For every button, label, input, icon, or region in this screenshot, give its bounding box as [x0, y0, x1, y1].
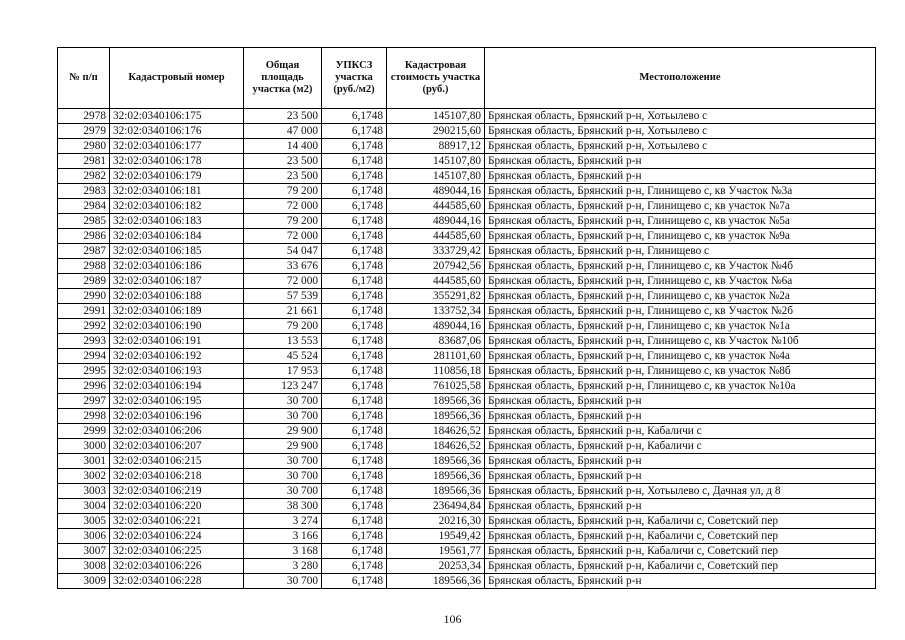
header-num: № п/п: [58, 48, 110, 109]
cell-location: Брянская область, Брянский р-н: [485, 154, 876, 169]
cell-cadastral-cost: 189566,36: [387, 409, 485, 424]
cell-area: 13 553: [244, 334, 322, 349]
cell-upksz: 6,1748: [322, 379, 387, 394]
table-row: [58, 409, 876, 424]
cell-area: 14 400: [244, 139, 322, 154]
table-header-row: [58, 48, 876, 109]
header-cadastral-number: Кадастровый номер: [110, 48, 244, 109]
cell-num: 2985: [58, 214, 110, 229]
cell-location: Брянская область, Брянский р-н: [485, 169, 876, 184]
cell-upksz: 6,1748: [322, 499, 387, 514]
cell-cadastral-cost: 145107,80: [387, 154, 485, 169]
cell-cadastral-cost: 83687,06: [387, 334, 485, 349]
cell-cadastral-cost: 355291,82: [387, 289, 485, 304]
table-row: [58, 154, 876, 169]
cell-cadastral-number: 32:02:0340106:220: [110, 499, 244, 514]
cell-upksz: 6,1748: [322, 424, 387, 439]
cell-area: 23 500: [244, 169, 322, 184]
cell-upksz: 6,1748: [322, 439, 387, 454]
cell-num: 2992: [58, 319, 110, 334]
cell-area: 29 900: [244, 424, 322, 439]
cell-num: 3001: [58, 454, 110, 469]
table-row: [58, 199, 876, 214]
table-row: [58, 349, 876, 364]
cell-cadastral-number: 32:02:0340106:181: [110, 184, 244, 199]
cell-area: 3 168: [244, 544, 322, 559]
cell-upksz: 6,1748: [322, 124, 387, 139]
cell-cadastral-cost: 444585,60: [387, 199, 485, 214]
cell-num: 2980: [58, 139, 110, 154]
cell-area: 79 200: [244, 214, 322, 229]
cell-area: 79 200: [244, 319, 322, 334]
cell-cadastral-cost: 189566,36: [387, 454, 485, 469]
cell-num: 2990: [58, 289, 110, 304]
cell-upksz: 6,1748: [322, 349, 387, 364]
cell-location: Брянская область, Брянский р-н, Глинищево с, кв участок №8б: [485, 364, 876, 379]
cell-upksz: 6,1748: [322, 514, 387, 529]
table-row: [58, 184, 876, 199]
cell-location: Брянская область, Брянский р-н, Хотьылево с: [485, 109, 876, 124]
cell-location: Брянская область, Брянский р-н, Глинищево с, кв Участок №2б: [485, 304, 876, 319]
cell-cadastral-number: 32:02:0340106:184: [110, 229, 244, 244]
table-row: [58, 304, 876, 319]
table-row: [58, 169, 876, 184]
table-row: [58, 544, 876, 559]
cell-num: 3005: [58, 514, 110, 529]
cell-num: 2984: [58, 199, 110, 214]
cell-cadastral-cost: 189566,36: [387, 469, 485, 484]
cell-area: 57 539: [244, 289, 322, 304]
cell-num: 2978: [58, 109, 110, 124]
cell-area: 54 047: [244, 244, 322, 259]
cell-area: 72 000: [244, 199, 322, 214]
cell-cadastral-cost: 489044,16: [387, 214, 485, 229]
table-row: [58, 109, 876, 124]
cell-upksz: 6,1748: [322, 199, 387, 214]
cell-upksz: 6,1748: [322, 169, 387, 184]
cell-cadastral-cost: 20216,30: [387, 514, 485, 529]
cell-num: 3002: [58, 469, 110, 484]
cell-upksz: 6,1748: [322, 334, 387, 349]
cell-area: 3 166: [244, 529, 322, 544]
cell-num: 2994: [58, 349, 110, 364]
cell-upksz: 6,1748: [322, 259, 387, 274]
cell-location: Брянская область, Брянский р-н, Хотьылево с, Дачная ул, д 8: [485, 484, 876, 499]
cell-area: 17 953: [244, 364, 322, 379]
cell-location: Брянская область, Брянский р-н, Глинищево с, кв участок №5а: [485, 214, 876, 229]
cell-num: 2989: [58, 274, 110, 289]
cell-location: Брянская область, Брянский р-н: [485, 574, 876, 589]
cell-upksz: 6,1748: [322, 469, 387, 484]
cell-cadastral-number: 32:02:0340106:226: [110, 559, 244, 574]
table-row: [58, 529, 876, 544]
cell-num: 2986: [58, 229, 110, 244]
cell-area: 30 700: [244, 484, 322, 499]
table-row: [58, 484, 876, 499]
cell-num: 2979: [58, 124, 110, 139]
cell-area: 45 524: [244, 349, 322, 364]
cell-num: 2998: [58, 409, 110, 424]
cell-num: 2997: [58, 394, 110, 409]
cell-cadastral-cost: 489044,16: [387, 319, 485, 334]
cell-num: 2982: [58, 169, 110, 184]
cell-cadastral-number: 32:02:0340106:183: [110, 214, 244, 229]
cell-num: 2981: [58, 154, 110, 169]
table-row: [58, 289, 876, 304]
cell-location: Брянская область, Брянский р-н: [485, 409, 876, 424]
cell-location: Брянская область, Брянский р-н, Кабаличи с: [485, 424, 876, 439]
cell-upksz: 6,1748: [322, 304, 387, 319]
cell-cadastral-number: 32:02:0340106:189: [110, 304, 244, 319]
cell-location: Брянская область, Брянский р-н, Глинищево с: [485, 244, 876, 259]
cell-cadastral-number: 32:02:0340106:191: [110, 334, 244, 349]
cell-upksz: 6,1748: [322, 229, 387, 244]
cell-location: Брянская область, Брянский р-н, Глинищево с, кв участок №7а: [485, 199, 876, 214]
cell-cadastral-number: 32:02:0340106:218: [110, 469, 244, 484]
table-row: [58, 334, 876, 349]
cell-location: Брянская область, Брянский р-н, Глинищево с, кв участок №4а: [485, 349, 876, 364]
cell-cadastral-number: 32:02:0340106:187: [110, 274, 244, 289]
cell-cadastral-cost: 761025,58: [387, 379, 485, 394]
cell-location: Брянская область, Брянский р-н, Хотьылево с: [485, 124, 876, 139]
header-upksz: УПКСЗ участка (руб./м2): [322, 48, 387, 109]
cell-upksz: 6,1748: [322, 154, 387, 169]
cell-cadastral-number: 32:02:0340106:195: [110, 394, 244, 409]
table-row: [58, 274, 876, 289]
cell-upksz: 6,1748: [322, 184, 387, 199]
cell-area: 3 274: [244, 514, 322, 529]
cell-area: 30 700: [244, 409, 322, 424]
cell-location: Брянская область, Брянский р-н, Кабаличи с: [485, 439, 876, 454]
cell-num: 2995: [58, 364, 110, 379]
cell-upksz: 6,1748: [322, 409, 387, 424]
page-number: 106: [443, 612, 462, 626]
table-row: [58, 319, 876, 334]
cell-cadastral-number: 32:02:0340106:179: [110, 169, 244, 184]
cell-upksz: 6,1748: [322, 214, 387, 229]
cell-cadastral-cost: 290215,60: [387, 124, 485, 139]
cell-upksz: 6,1748: [322, 559, 387, 574]
cell-area: 23 500: [244, 109, 322, 124]
cell-cadastral-cost: 145107,80: [387, 169, 485, 184]
table-body: [58, 109, 876, 589]
table-row: [58, 559, 876, 574]
cell-cadastral-cost: 19561,77: [387, 544, 485, 559]
cell-upksz: 6,1748: [322, 364, 387, 379]
table-row: [58, 124, 876, 139]
cell-location: Брянская область, Брянский р-н, Глинищево с, кв Участок №4б: [485, 259, 876, 274]
cell-cadastral-cost: 88917,12: [387, 139, 485, 154]
cell-cadastral-number: 32:02:0340106:207: [110, 439, 244, 454]
table-row: [58, 229, 876, 244]
cadastral-table: [57, 47, 876, 589]
table-row: [58, 259, 876, 274]
cell-num: 3006: [58, 529, 110, 544]
cell-upksz: 6,1748: [322, 394, 387, 409]
cell-num: 3003: [58, 484, 110, 499]
cell-cadastral-number: 32:02:0340106:185: [110, 244, 244, 259]
cell-area: 3 280: [244, 559, 322, 574]
cell-area: 47 000: [244, 124, 322, 139]
cell-cadastral-cost: 133752,34: [387, 304, 485, 319]
cell-upksz: 6,1748: [322, 544, 387, 559]
cell-num: 2987: [58, 244, 110, 259]
cell-location: Брянская область, Брянский р-н: [485, 454, 876, 469]
cell-location: Брянская область, Брянский р-н, Кабаличи с, Советский пер: [485, 559, 876, 574]
cell-upksz: 6,1748: [322, 274, 387, 289]
cell-upksz: 6,1748: [322, 139, 387, 154]
cell-upksz: 6,1748: [322, 289, 387, 304]
cell-cadastral-cost: 444585,60: [387, 229, 485, 244]
cell-upksz: 6,1748: [322, 454, 387, 469]
cell-area: 33 676: [244, 259, 322, 274]
cell-cadastral-cost: 110856,18: [387, 364, 485, 379]
cell-cadastral-cost: 20253,34: [387, 559, 485, 574]
cell-area: 21 661: [244, 304, 322, 319]
cell-cadastral-number: 32:02:0340106:192: [110, 349, 244, 364]
cell-cadastral-cost: 333729,42: [387, 244, 485, 259]
cell-cadastral-number: 32:02:0340106:188: [110, 289, 244, 304]
cell-num: 3008: [58, 559, 110, 574]
cell-cadastral-number: 32:02:0340106:190: [110, 319, 244, 334]
table-row: [58, 514, 876, 529]
cell-cadastral-number: 32:02:0340106:186: [110, 259, 244, 274]
cell-upksz: 6,1748: [322, 574, 387, 589]
cell-num: 2988: [58, 259, 110, 274]
table-row: [58, 364, 876, 379]
cell-cadastral-cost: 189566,36: [387, 394, 485, 409]
cell-area: 72 000: [244, 274, 322, 289]
cell-cadastral-number: 32:02:0340106:221: [110, 514, 244, 529]
cell-location: Брянская область, Брянский р-н: [485, 469, 876, 484]
table-row: [58, 499, 876, 514]
cell-area: 29 900: [244, 439, 322, 454]
cell-cadastral-cost: 184626,52: [387, 439, 485, 454]
cell-num: 3000: [58, 439, 110, 454]
cell-cadastral-number: 32:02:0340106:177: [110, 139, 244, 154]
table-row: [58, 439, 876, 454]
cell-location: Брянская область, Брянский р-н, Кабаличи с, Советский пер: [485, 514, 876, 529]
cell-num: 3009: [58, 574, 110, 589]
cell-location: Брянская область, Брянский р-н: [485, 394, 876, 409]
header-location: Местоположение: [485, 48, 876, 109]
cell-location: Брянская область, Брянский р-н, Кабаличи с, Советский пер: [485, 529, 876, 544]
cell-location: Брянская область, Брянский р-н, Глинищево с, кв Участок №3а: [485, 184, 876, 199]
cell-num: 2991: [58, 304, 110, 319]
table-row: [58, 454, 876, 469]
cell-cadastral-cost: 189566,36: [387, 484, 485, 499]
table-row: [58, 394, 876, 409]
cell-location: Брянская область, Брянский р-н, Глинищево с, кв участок №9а: [485, 229, 876, 244]
cell-cadastral-number: 32:02:0340106:176: [110, 124, 244, 139]
cell-cadastral-cost: 281101,60: [387, 349, 485, 364]
cell-cadastral-number: 32:02:0340106:206: [110, 424, 244, 439]
table-row: [58, 139, 876, 154]
cell-location: Брянская область, Брянский р-н, Глинищево с, кв участок №2а: [485, 289, 876, 304]
cell-upksz: 6,1748: [322, 484, 387, 499]
cell-area: 30 700: [244, 574, 322, 589]
cell-location: Брянская область, Брянский р-н, Глинищево с, кв Участок №10б: [485, 334, 876, 349]
cell-area: 38 300: [244, 499, 322, 514]
cell-area: 72 000: [244, 229, 322, 244]
cell-cadastral-number: 32:02:0340106:175: [110, 109, 244, 124]
cell-area: 123 247: [244, 379, 322, 394]
table-row: [58, 469, 876, 484]
cell-cadastral-cost: 489044,16: [387, 184, 485, 199]
cell-area: 30 700: [244, 454, 322, 469]
cell-cadastral-number: 32:02:0340106:225: [110, 544, 244, 559]
cell-num: 3007: [58, 544, 110, 559]
cell-area: 30 700: [244, 469, 322, 484]
table-row: [58, 424, 876, 439]
cell-num: 2996: [58, 379, 110, 394]
table-row: [58, 244, 876, 259]
cell-cadastral-number: 32:02:0340106:219: [110, 484, 244, 499]
cell-upksz: 6,1748: [322, 319, 387, 334]
table-row: [58, 214, 876, 229]
cell-cadastral-cost: 184626,52: [387, 424, 485, 439]
cell-upksz: 6,1748: [322, 244, 387, 259]
cell-location: Брянская область, Брянский р-н, Глинищево с, кв участок №1а: [485, 319, 876, 334]
cell-cadastral-number: 32:02:0340106:215: [110, 454, 244, 469]
cell-area: 79 200: [244, 184, 322, 199]
cell-cadastral-number: 32:02:0340106:228: [110, 574, 244, 589]
cell-area: 23 500: [244, 154, 322, 169]
cell-cadastral-cost: 145107,80: [387, 109, 485, 124]
cell-cadastral-cost: 236494,84: [387, 499, 485, 514]
cell-cadastral-cost: 207942,56: [387, 259, 485, 274]
cell-cadastral-cost: 19549,42: [387, 529, 485, 544]
cell-cadastral-number: 32:02:0340106:182: [110, 199, 244, 214]
cell-num: 2999: [58, 424, 110, 439]
cell-cadastral-cost: 444585,60: [387, 274, 485, 289]
cell-num: 2993: [58, 334, 110, 349]
header-area: Общая площадь участка (м2): [244, 48, 322, 109]
table-row: [58, 574, 876, 589]
cell-num: 2983: [58, 184, 110, 199]
cell-cadastral-number: 32:02:0340106:178: [110, 154, 244, 169]
cell-location: Брянская область, Брянский р-н, Хотьылево с: [485, 139, 876, 154]
header-cadastral-cost: Кадастровая стоимость участка (руб.): [387, 48, 485, 109]
cell-upksz: 6,1748: [322, 529, 387, 544]
cell-area: 30 700: [244, 394, 322, 409]
cell-cadastral-number: 32:02:0340106:193: [110, 364, 244, 379]
cell-location: Брянская область, Брянский р-н: [485, 499, 876, 514]
table-row: [58, 379, 876, 394]
cell-num: 3004: [58, 499, 110, 514]
cell-location: Брянская область, Брянский р-н, Глинищево с, кв Участок №6а: [485, 274, 876, 289]
cell-cadastral-number: 32:02:0340106:224: [110, 529, 244, 544]
cell-location: Брянская область, Брянский р-н, Глинищево с, кв участок №10а: [485, 379, 876, 394]
cell-cadastral-cost: 189566,36: [387, 574, 485, 589]
cell-location: Брянская область, Брянский р-н, Кабаличи с, Советский пер: [485, 544, 876, 559]
cell-cadastral-number: 32:02:0340106:194: [110, 379, 244, 394]
cell-cadastral-number: 32:02:0340106:196: [110, 409, 244, 424]
cell-upksz: 6,1748: [322, 109, 387, 124]
